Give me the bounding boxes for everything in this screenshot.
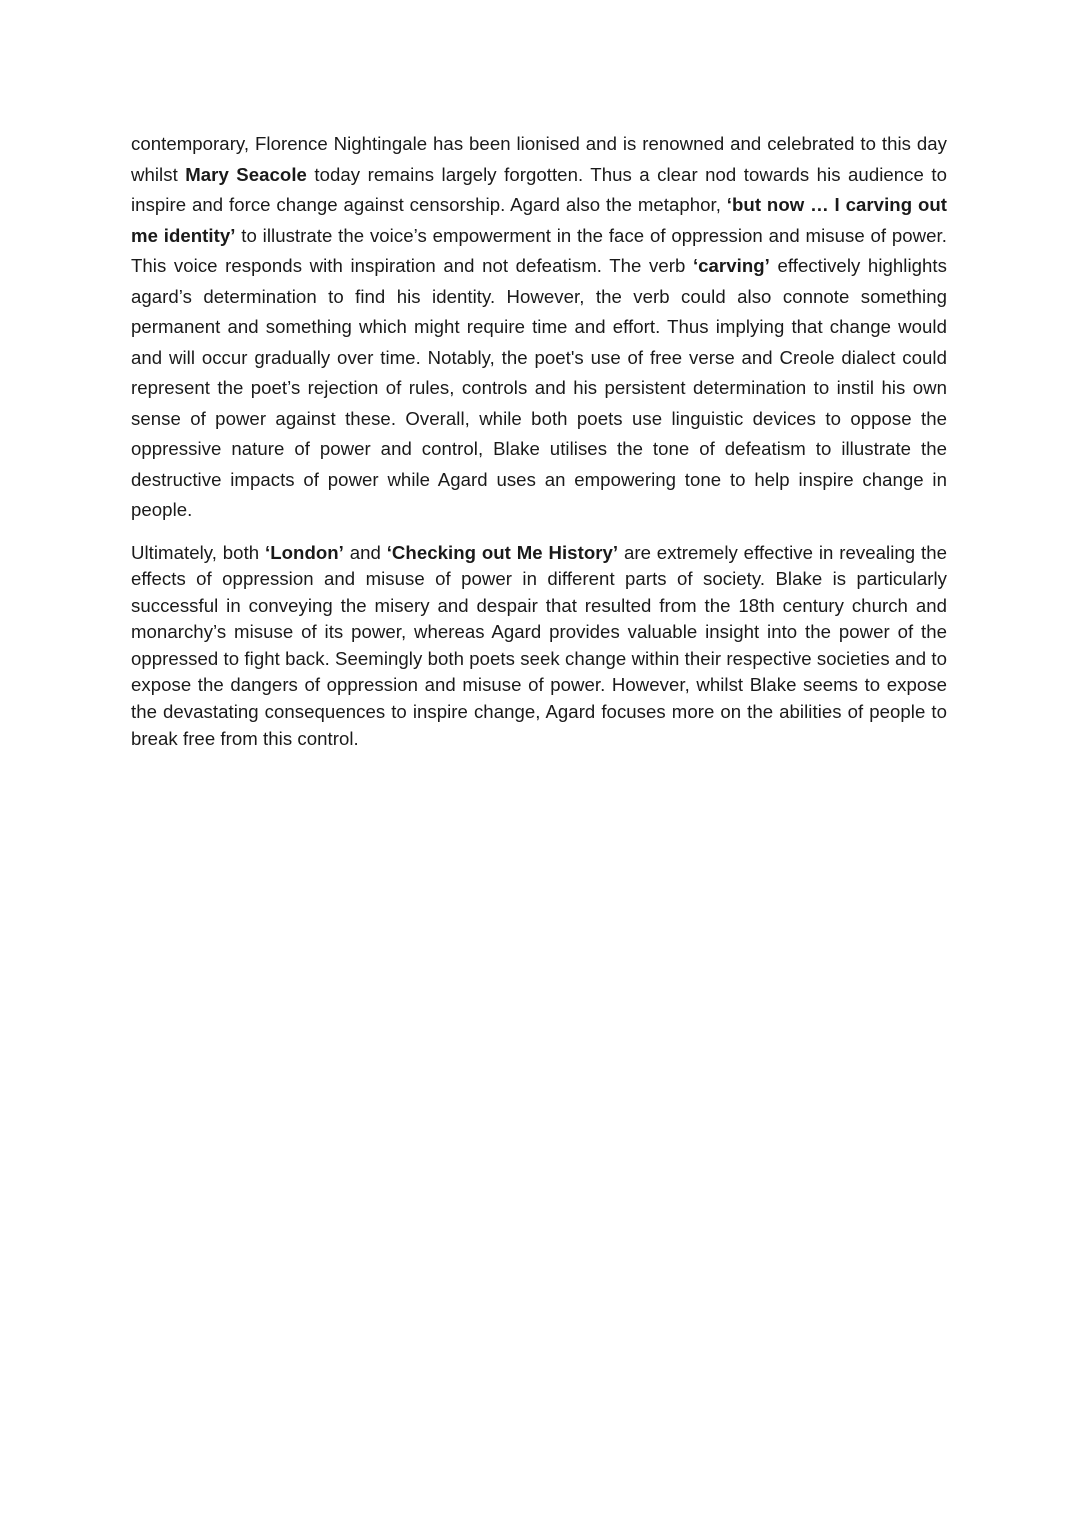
bold-quote-carving-identity: ‘but now … I carving out me identity’	[131, 194, 947, 246]
bold-quote-carving: ‘carving’	[692, 255, 770, 276]
paragraph-text: effectively highlights agard’s determination to find his identity. However, the verb could also connote something permanent and something which might require time and effort. Thus implying that change would and will occur gradually over time. Notably, the poet's use of free verse and Creole dialect could represent the poet’s rejection of rules, controls and his persistent determination to instil his own sense of power against these. Overall, while both poets use linguistic devices to oppose the oppressive nature of power and control, Blake utilises the tone of defeatism to illustrate the destructive impacts of power while Agard uses an empowering tone to help inspire change in people.	[131, 255, 947, 520]
paragraph-text: Ultimately, both	[131, 541, 265, 563]
bold-title-checking-out-me-history: ‘Checking out Me History’	[386, 541, 619, 563]
paragraph-text: contemporary, Florence Nightingale has been lionised and is renowned and celebrated to this day whilst	[131, 133, 947, 185]
bold-phrase-mary-seacole: Mary Seacole	[185, 163, 307, 185]
paragraph-text: are extremely effective in revealing the effects of oppression and misuse of power in different parts of society. Blake is particularly successful in conveying the misery and despair that resulted from the 18th century church and monarchy’s misuse of its power, whereas Agard provides valuable insight into the power of the oppressed to fight back. Seemingly both poets seek change within their respective societies and to expose the dangers of oppression and misuse of power. However, whilst Blake seems to expose the devastating consequences to inspire change, Agard focuses more on the abilities of people to break free from this control.	[131, 541, 947, 749]
paragraph-conclusion	[131, 540, 947, 753]
bold-title-london: ‘London’	[265, 541, 344, 563]
paragraph-analysis	[131, 129, 947, 526]
essay-body	[131, 129, 947, 752]
paragraph-text: and	[343, 541, 387, 563]
paragraph-text: today remains largely forgotten. Thus a clear nod towards his audience to inspire and force change against censorship. Agard also the metaphor,	[131, 163, 947, 215]
paragraph-text: to illustrate the voice’s empowerment in the face of oppression and misuse of power. This voice responds with inspiration and not defeatism. The verb	[131, 224, 947, 276]
